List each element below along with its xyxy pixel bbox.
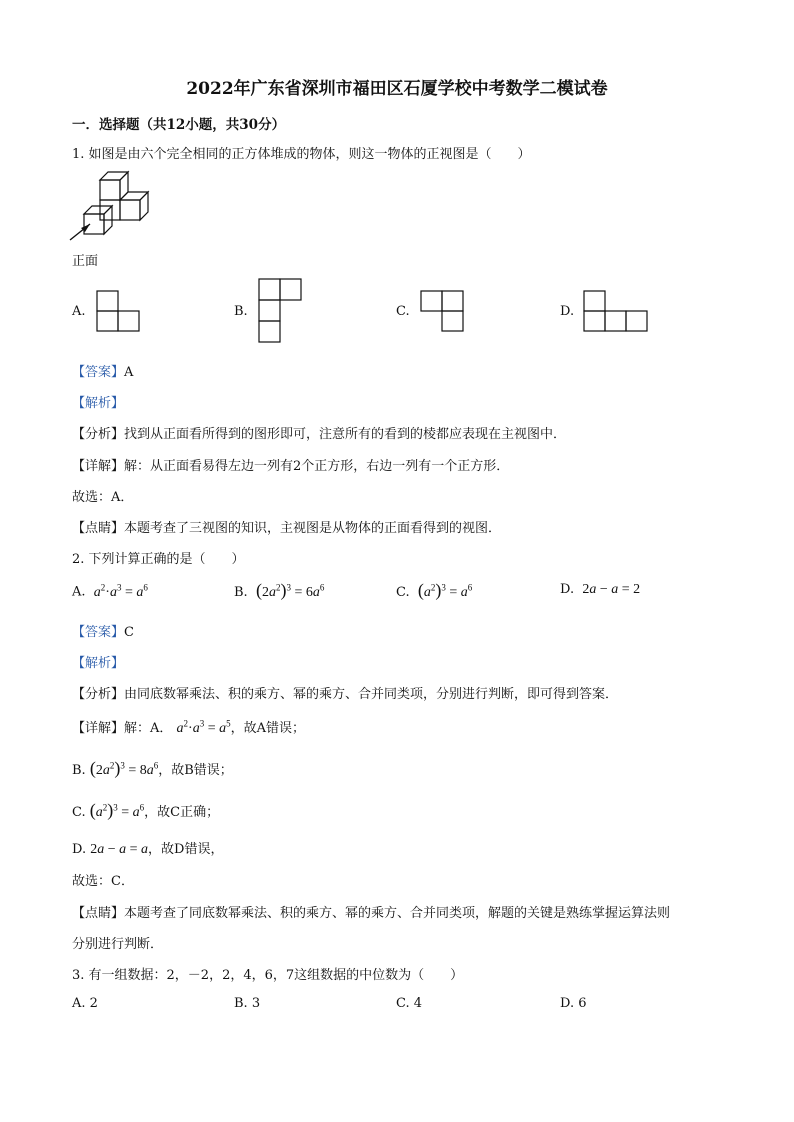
q2-fenxi: 【分析】由同底数幂乘法、积的乘方、幂的乘方、合并同类项，分别进行判断，即可得到答案． [72, 687, 619, 702]
q1-dianjing: 【点睛】本题考查了三视图的知识，主视图是从物体的正面看得到的视图． [72, 521, 502, 536]
q2-detail-b: B. $(2a^2)^3 = 8a^6$，故B错误； [72, 758, 233, 778]
q2-option-b: B. $(2a^2)^3 = 6a^6$ [234, 580, 325, 600]
section-heading: 一．选择题（共12小题，共30分） [72, 117, 286, 133]
q3-option-c: C. 4 [396, 996, 423, 1011]
q1-option-c-figure [420, 290, 464, 332]
q3-option-d: D. 6 [560, 996, 587, 1011]
q1-answer: 【答案】A [72, 365, 134, 380]
q2-detail-a: 【详解】解：A． $a^2\cdot a^3 = a^5$，故A错误； [72, 718, 306, 736]
q2-answer: 【答案】C [72, 625, 134, 640]
q3-option-b: B. 3 [234, 996, 261, 1011]
q2-dianjing-cont: 分别进行判断． [72, 937, 164, 952]
page-title: 2022年广东省深圳市福田区石厦学校中考数学二模试卷 [186, 79, 608, 99]
q1-option-b-label: B. [234, 304, 248, 319]
q2-detail-d: D. 2a − a = a，故D错误， [72, 842, 224, 857]
q2-choice: 故选：C． [72, 874, 134, 889]
q1-detail: 【详解】解：从正面看易得左边一列有2个正方形，右边一列有一个正方形． [72, 459, 510, 474]
q1-option-d-figure [583, 290, 649, 332]
q2-detail-c: C. $(a^2)^3 = a^6$，故C正确； [72, 800, 220, 820]
q1-option-b-figure [258, 278, 302, 344]
q1-option-a-label: A. [72, 304, 86, 319]
q2-option-d: D. 2a − a = 2 [560, 582, 641, 597]
q1-fenxi: 【分析】找到从正面看所得到的图形即可，注意所有的看到的棱都应表现在主视图中． [72, 427, 567, 442]
q2-option-a: A. $a^2\cdot a^3 = a^6$ [72, 582, 148, 600]
q2-option-c: C. $(a^2)^3 = a^6$ [396, 580, 473, 600]
q1-analysis-tag: 【解析】 [72, 396, 125, 411]
q2-dianjing: 【点睛】本题考查了同底数幂乘法、积的乘方、幂的乘方、合并同类项，解题的关键是熟练掌握运算法则 [72, 906, 671, 921]
q3-stem: 3. 有一组数据：2，－2，2，4，6，7这组数据的中位数为（ ） [72, 968, 464, 983]
front-label: 正面 [72, 254, 99, 269]
q1-option-a-figure [96, 290, 140, 332]
q1-stem: 1. 如图是由六个完全相同的正方体堆成的物体，则这一物体的正视图是（ ） [72, 147, 531, 162]
q1-cube-figure [76, 168, 166, 248]
q2-analysis-tag: 【解析】 [72, 656, 125, 671]
q3-option-a: A. 2 [72, 996, 98, 1011]
q1-option-d-label: D. [560, 304, 575, 319]
q1-option-c-label: C. [396, 304, 410, 319]
q2-stem: 2. 下列计算正确的是（ ） [72, 552, 245, 567]
q1-choice: 故选：A． [72, 490, 134, 505]
